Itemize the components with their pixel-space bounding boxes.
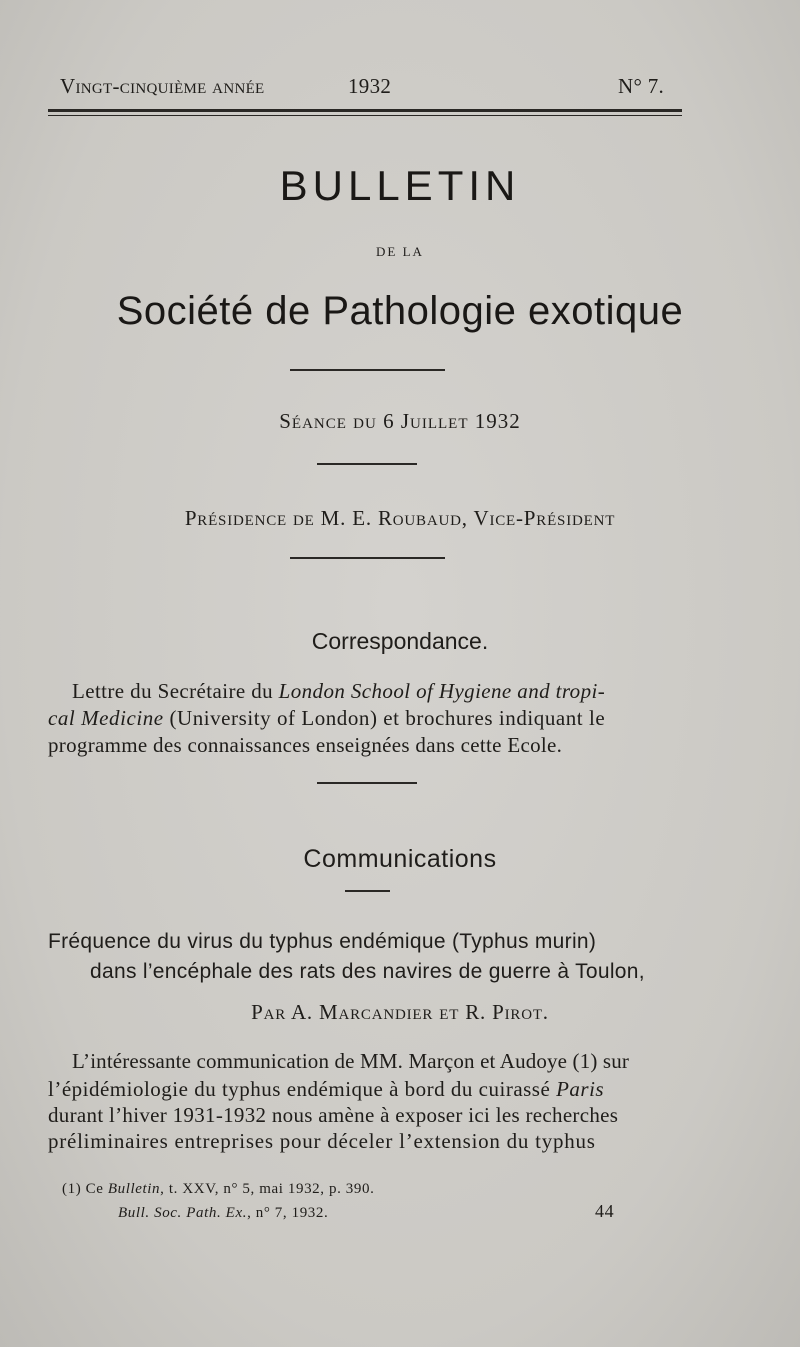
communications-heading: Communications xyxy=(303,845,497,873)
article-paragraph-line-4: préliminaires entreprises pour déceler l’extension du typhus xyxy=(48,1129,596,1153)
correspondance-line-2: cal Medicine (University of London) et brochures indiquant le xyxy=(48,706,606,730)
article-paragraph-line-3: durant l’hiver 1931-1932 nous amène à exposer ici les recherches xyxy=(48,1103,619,1127)
page-number: 44 xyxy=(595,1201,615,1221)
header-year: 1932 xyxy=(348,74,392,98)
bulletin-title: BULLETIN xyxy=(279,162,521,209)
footnote-line-1: (1) Ce Bulletin, t. XXV, n° 5, mai 1932, p. 390. xyxy=(62,1181,375,1197)
society-name: Société de Pathologie exotique xyxy=(116,289,684,333)
correspondance-line-3: programme des connaissances enseignées dans cette Ecole. xyxy=(48,733,563,757)
article-authors: Par A. Marcandier et R. Pirot. xyxy=(251,1000,549,1024)
article-title-line-1: Fréquence du virus du typhus endémique (Typhus murin) xyxy=(48,930,597,953)
article-paragraph-line-2: l’épidémiologie du typhus endémique à bord du cuirassé Paris xyxy=(48,1077,605,1101)
de-la-label: DE LA xyxy=(376,244,424,259)
separator-1 xyxy=(290,369,445,371)
header-volume: Vingt-cinquième année xyxy=(60,74,265,98)
header-issue-number: N° 7. xyxy=(618,74,665,98)
footnote-line-2: Bull. Soc. Path. Ex., n° 7, 1932. xyxy=(118,1205,329,1221)
article-title-line-2: dans l’encéphale des rats des navires de guerre à Toulon, xyxy=(90,960,645,983)
article-paragraph-line-1: L’intéressante communication de MM. Marçon et Audoye (1) sur xyxy=(72,1049,630,1073)
session-date: Séance du 6 Juillet 1932 xyxy=(279,409,521,433)
correspondance-line-1: Lettre du Secrétaire du London School of Hygiene and tropi- xyxy=(72,679,606,703)
separator-4 xyxy=(317,782,417,784)
separator-3 xyxy=(290,557,445,559)
header-rule-thin xyxy=(48,115,682,116)
header-rule-thick xyxy=(48,109,682,112)
separator-2 xyxy=(317,463,417,465)
correspondance-heading: Correspondance. xyxy=(311,628,489,654)
presidency-line: Présidence de M. E. Roubaud, Vice-Président xyxy=(184,506,616,530)
separator-5 xyxy=(345,890,390,892)
